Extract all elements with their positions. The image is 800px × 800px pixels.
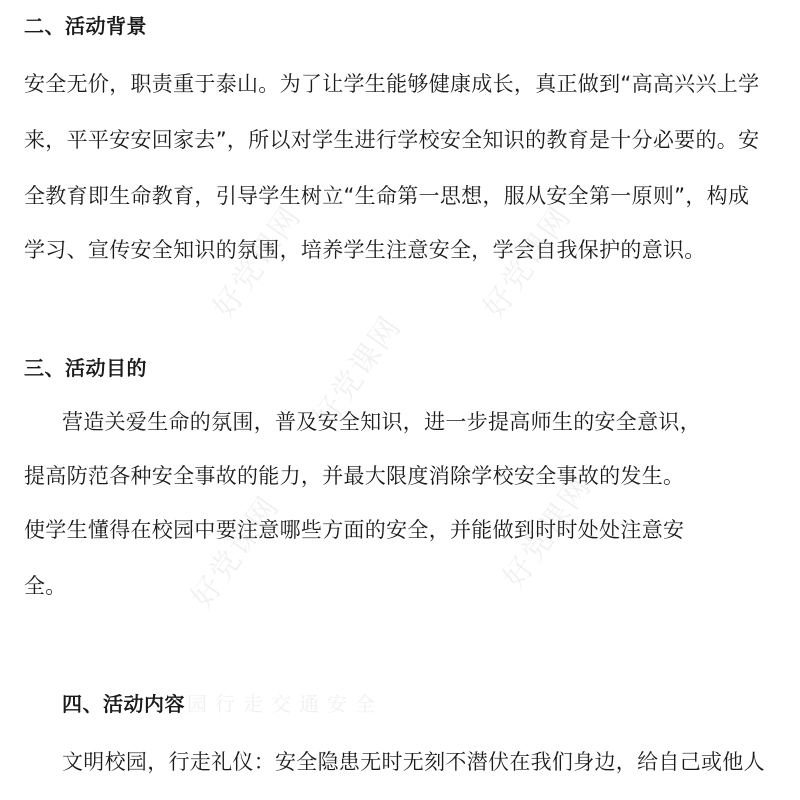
paragraph-line: 全。	[24, 574, 67, 598]
paragraph-line: 提高防范各种安全事故的能力，并最大限度消除学校安全事故的发生。	[24, 464, 685, 488]
section-heading-content-label: 四、活动内容	[62, 692, 185, 716]
section-heading-background: 二、活动背景	[24, 14, 147, 38]
watermark: 好党课网	[184, 489, 287, 615]
section-heading-purpose: 三、活动目的	[24, 356, 147, 380]
paragraph-line: 全教育即生命教育，引导学生树立“生命第一思想，服从安全第一原则”，构成	[24, 184, 750, 208]
section-heading-content	[62, 692, 383, 716]
watermark: 好党课网	[206, 199, 309, 325]
paragraph-line: 文明校园，行走礼仪：安全隐患无时无刻不潜伏在我们身边，给自己或他人	[62, 750, 765, 774]
paragraph-line: 学习、宣传安全知识的氛围，培养学生注意安全，学会自我保护的意识。	[24, 238, 706, 262]
paragraph-line: 营造关爱生命的氛围，普及安全知识，进一步提高师生的安全意识，	[62, 410, 701, 434]
watermark: 好党课网	[306, 309, 409, 435]
ghost-text: 园行走交通安全	[187, 692, 383, 716]
watermark: 好党课网	[476, 199, 579, 325]
paragraph-line: 来，平平安安回家去”，所以对学生进行学校安全知识的教育是十分必要的。安	[24, 128, 760, 152]
paragraph-line: 安全无价，职责重于泰山。为了让学生能够健康成长，真正做到“高高兴兴上学	[24, 72, 760, 96]
watermark: 好党课网	[496, 469, 599, 595]
paragraph-line: 使学生懂得在校园中要注意哪些方面的安全，并能做到时时处处注意安	[24, 518, 685, 542]
